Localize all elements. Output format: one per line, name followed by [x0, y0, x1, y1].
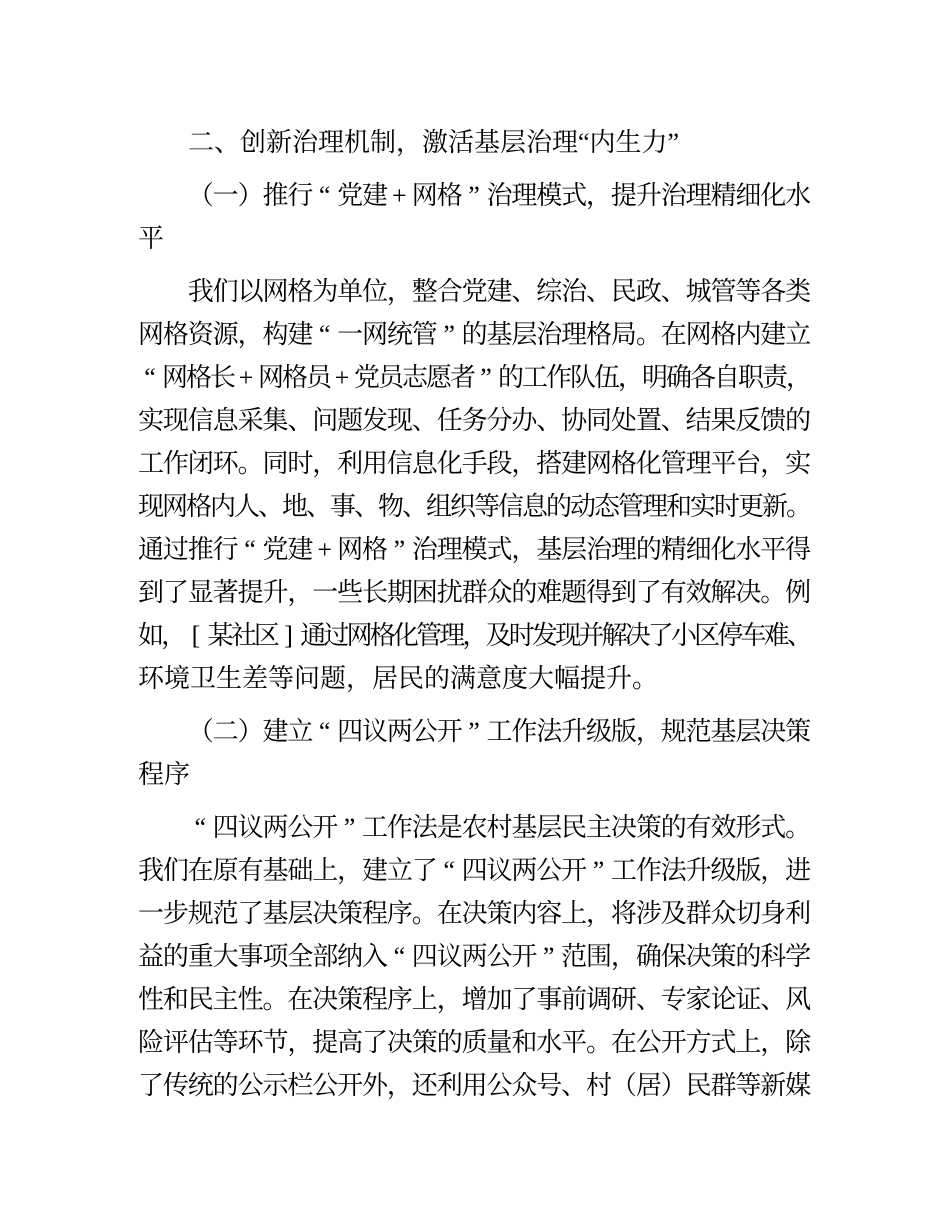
indent-space — [138, 174, 163, 217]
text-line: 网 格 资 源 ， 构 建 “ 一 网 统 管 ” 的 基 层 治 理 格 局 。 在 网 格 内 建 立 — [138, 320, 812, 349]
indent-space — [138, 806, 163, 849]
text-line: 通 过 推 行 “ 党 建 + 网 格 ” 治 理 模 式 ， 基 层 治 理 的 精 细 化 水 平 得 — [138, 535, 812, 564]
indent-space — [163, 270, 188, 313]
text-line: 我 们 在 原 有 基 础 上 ， 建 立 了 “ 四 议 两 公 开 ” 工 作 法 升 级 版 ， 进 — [138, 856, 812, 885]
text-line: “ 四 议 两 公 开 ” 工 作 法 是 农 村 基 层 民 主 决 策 的 有 效 形 式 。 — [138, 806, 810, 849]
text-line: （ 二 ） 建 立 “ 四 议 两 公 开 ” 工 作 法 升 级 版 ， 规 范 基 层 决 策 — [138, 710, 810, 753]
paragraph-subsection-heading — [138, 174, 810, 260]
paragraph-section-heading — [138, 121, 810, 164]
text-line: （ 一 ） 推 行 “ 党 建 + 网 格 ” 治 理 模 式 ， 提 升 治 理 精 细 化 水 — [138, 174, 810, 217]
text-line: 如 ， [ 某 社 区 ] 通 过 网 格 化 管 理 ， 及 时 发 现 并 解 决 了 小 区 停 车 难 、 — [138, 621, 813, 650]
text-line: 程序 — [138, 760, 191, 789]
text-line: 性 和 民 主 性 。 在 决 策 程 序 上 ， 增 加 了 事 前 调 研 、 专 家 论 证 、 风 — [138, 985, 812, 1014]
text-line: 二、创新治理机制，激活基层治理“内生力” — [188, 128, 680, 157]
document-text-block — [138, 121, 813, 1107]
text-line: 现 网 格 内 人 、 地 、 事 、 物 、 组 织 等 信 息 的 动 态 管 理 和 实 时 更 新 。 — [138, 492, 813, 521]
text-line: 平 — [138, 224, 165, 253]
paragraph-subsection-heading — [138, 710, 810, 796]
text-line: 我 们 以 网 格 为 单 位 ， 整 合 党 建 、 综 治 、 民 政 、 城 管 等 各 类 — [138, 270, 810, 313]
text-line: 益 的 重 大 事 项 全 部 纳 入 “ 四 议 两 公 开 ” 范 围 ， 确 保 决 策 的 科 学 — [138, 942, 812, 971]
text-line: 险 评 估 等 环 节 ， 提 高 了 决 策 的 质 量 和 水 平 。 在 公 开 方 式 上 ， 除 — [138, 1028, 812, 1057]
indent-space — [163, 806, 188, 849]
text-line: 到 了 显 著 提 升 ， 一 些 长 期 困 扰 群 众 的 难 题 得 到 了 有 效 解 决 。 例 — [138, 578, 812, 607]
paragraph-body — [138, 270, 813, 700]
indent-space — [138, 710, 163, 753]
indent-space — [163, 710, 188, 753]
text-line: 工 作 闭 环 。 同 时 ， 利 用 信 息 化 手 段 ， 搭 建 网 格 化 管 理 平 台 ， 实 — [138, 449, 812, 478]
paragraph-body — [138, 806, 810, 1107]
indent-space — [163, 174, 188, 217]
text-line: 实 现 信 息 采 集 、 问 题 发 现 、 任 务 分 办 、 协 同 处 置 、 结 果 反 馈 的 — [138, 406, 812, 435]
text-line: 一 步 规 范 了 基 层 决 策 程 序 。 在 决 策 内 容 上 ， 将 涉 及 群 众 切 身 利 — [138, 899, 812, 928]
text-line: 环境卫生差等问题，居民的满意度大幅提升。 — [138, 664, 659, 693]
indent-space — [138, 270, 163, 313]
text-line: 了 传 统 的 公 示 栏 公 开 外 ， 还 利 用 公 众 号 、 村 （ 居 ） 民 群 等 新 媒 — [138, 1071, 812, 1100]
text-line: “ 网 格 长 + 网 格 员 + 党 员 志 愿 者 ” 的 工 作 队 伍 ， 明 确 各 自 职 责 ， — [144, 363, 813, 392]
